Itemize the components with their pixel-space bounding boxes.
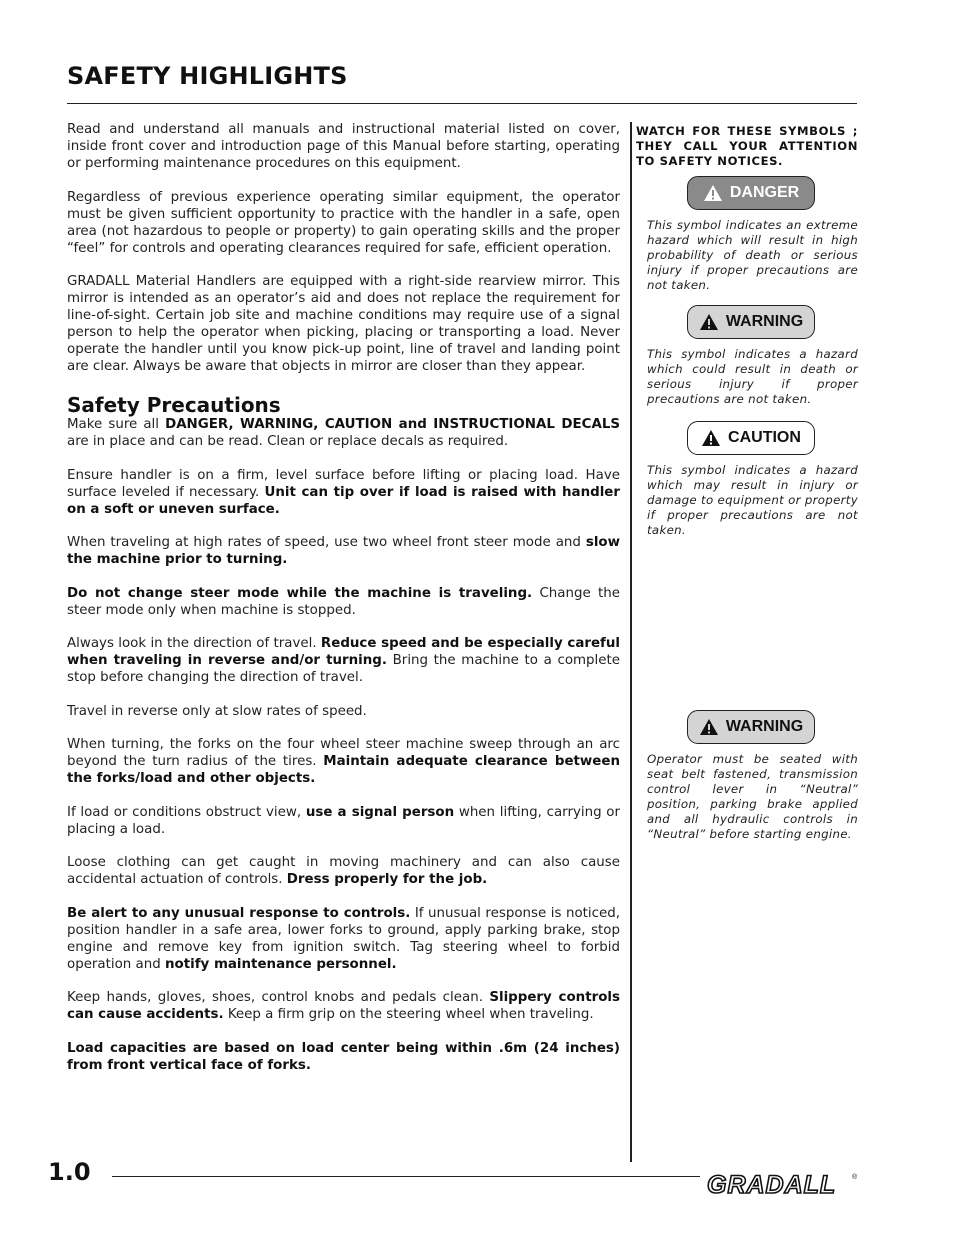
page-number: 1.0: [48, 1158, 91, 1186]
warning-symbol-block: [636, 305, 858, 407]
precaution-item: Ensure handler is on a firm, level surface before lifting or placing load. Have surface leveled if necessary. Unit can tip over if load is raised with handler on a soft or uneven surface.: [67, 467, 620, 517]
page-title: SAFETY HIGHLIGHTS: [67, 62, 348, 90]
precaution-item: Loose clothing can get caught in moving machinery and can also cause accidental actuation of controls. Dress properly for the job.: [67, 855, 620, 887]
symbol-sidebar: [636, 124, 858, 841]
warning-badge: [687, 710, 815, 744]
precaution-item: Keep hands, gloves, shoes, control knobs and pedals clean. Slippery controls can cause accidents. Keep a firm grip on the steering wheel when traveling.: [67, 990, 620, 1022]
danger-label: DANGER: [729, 184, 800, 201]
precaution-item: Always look in the direction of travel. Reduce speed and be especially careful when traveling in reverse and/or turning. Bring the machine to a complete stop before changing the direction of travel.: [67, 636, 621, 685]
svg-text:®: ®: [852, 1174, 857, 1181]
main-column: [67, 121, 620, 1090]
column-divider: [630, 122, 632, 1162]
warning-badge: [687, 305, 815, 339]
footer-divider: [112, 1176, 700, 1177]
precaution-item: Make sure all DANGER, WARNING, CAUTION and INSTRUCTIONAL DECALS are in place and can be read. Clean or replace decals as required.: [67, 417, 620, 449]
operator-warning-block: [636, 710, 858, 842]
precaution-item: If load or conditions obstruct view, use a signal person when lifting, carrying or placing a load.: [67, 804, 621, 837]
intro-paragraph: Regardless of previous experience operating similar equipment, the operator must be given sufficient opportunity to practice with the handler in a safe, open area (not hazardous to people or property) to gain operating skills and the proper “feel” for controls and operating clearances required for safe, efficient operation.: [67, 189, 620, 256]
section-heading: Safety Precautions: [67, 393, 281, 417]
precaution-item: When traveling at high rates of speed, use two wheel front steer mode and slow the machine prior to turning.: [67, 535, 620, 567]
warning-triangle-icon: [701, 429, 721, 447]
warning-triangle-icon: [703, 184, 723, 202]
caution-label: CAUTION: [728, 429, 801, 446]
sidebar-heading: WATCH FOR THESE SYMBOLS ; THEY CALL YOUR ATTENTION TO SAFETY NOTICES.: [636, 124, 858, 168]
danger-description: This symbol indicates an extreme hazard which will result in high probability of death or serious injury if proper precautions are not taken.: [647, 218, 858, 292]
logo-wordmark: GRADALL: [707, 1171, 837, 1198]
intro-paragraph: Read and understand all manuals and instructional material listed on cover, inside front cover and introduction page of this Manual before starting, operating or performing maintenance procedures on this equipment.: [67, 122, 620, 171]
warning-description: This symbol indicates a hazard which could result in death or serious injury if proper precautions are not taken.: [647, 347, 858, 406]
precaution-item: Load capacities are based on load center being within .6m (24 inches) from front vertical face of forks.: [67, 1040, 620, 1073]
precaution-item: Do not change steer mode while the machine is traveling. Change the steer mode only when machine is stopped.: [67, 585, 620, 618]
danger-badge: [687, 176, 815, 210]
caution-description: This symbol indicates a hazard which may result in injury or damage to equipment or property if proper precautions are not taken.: [647, 463, 858, 537]
danger-symbol-block: [636, 176, 858, 293]
warning-triangle-icon: [699, 718, 719, 736]
precaution-item: When turning, the forks on the four wheel steer machine sweep through an arc beyond the turn radius of the tires. Maintain adequate clearance between the forks/load and other objects.: [67, 737, 620, 786]
intro-paragraph: GRADALL Material Handlers are equipped with a right-side rearview mirror. This mirror is intended as an operator’s aid and does not replace the requirement for line-of-sight. Certain job site and machine conditions may require use of a signal person to help the operator when picking, placing or transporting a load. Never operate the handler until you know pick-up point, line of travel and landing point are clear. Always be aware that objects in mirror are closer than they appear.: [67, 274, 620, 374]
operator-warning-description: Operator must be seated with seat belt fastened, transmission control lever in “Neutral” position, parking brake applied and all hydraulic controls in “Neutral” before starting engine.: [647, 752, 858, 841]
precaution-item: Travel in reverse only at slow rates of speed.: [67, 703, 367, 719]
caution-symbol-block: [636, 421, 858, 538]
precaution-item: Be alert to any unusual response to controls. If unusual response is noticed, position handler in a safe area, lower forks to ground, apply parking brake, stop engine and remove key from ignition switch. Tag steering wheel to forbid operation and notify maintenance personnel.: [67, 905, 620, 972]
caution-badge: [687, 421, 815, 455]
warning-label: WARNING: [725, 313, 804, 330]
gradall-logo: [705, 1168, 857, 1198]
warning-label: WARNING: [725, 718, 804, 735]
title-divider: [67, 103, 857, 104]
warning-triangle-icon: [699, 313, 719, 331]
